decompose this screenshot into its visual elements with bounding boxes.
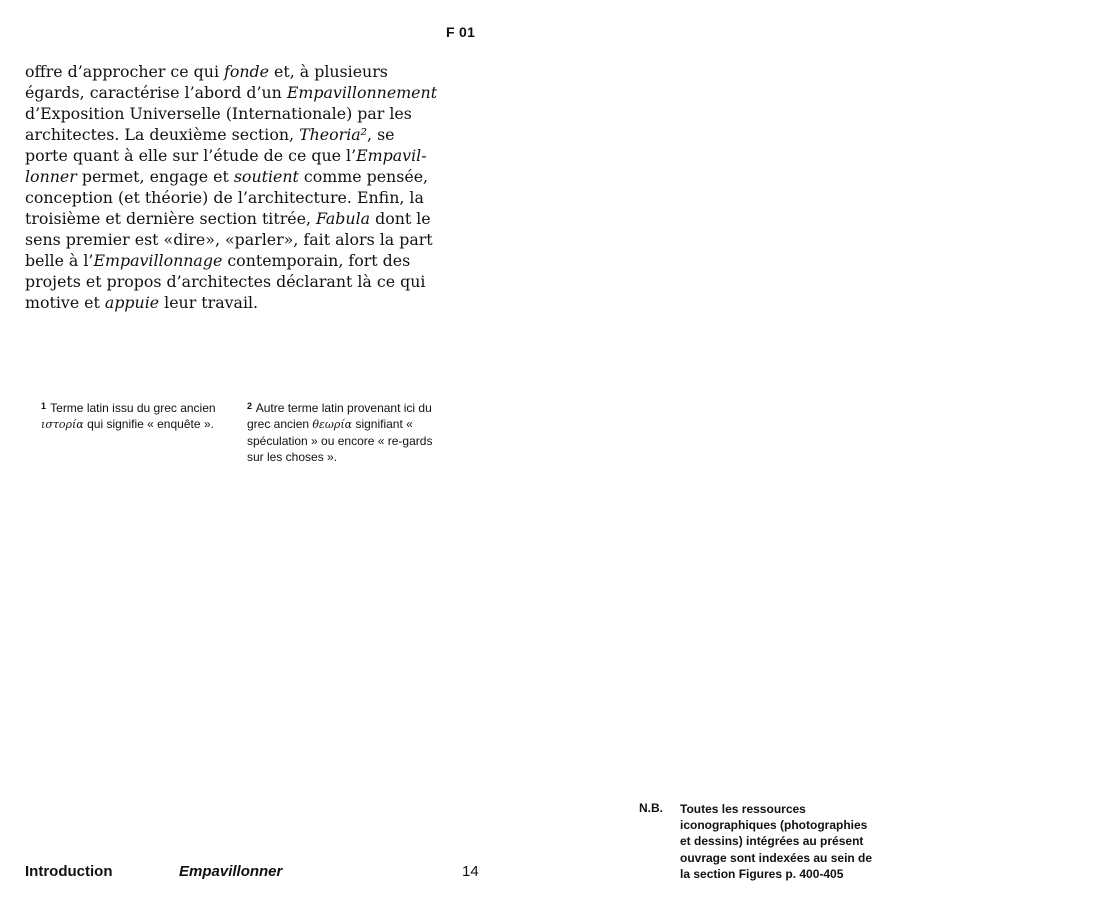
italic-run: Empavillonnement bbox=[286, 83, 438, 102]
footnote-1 bbox=[41, 400, 231, 433]
body-paragraph bbox=[25, 61, 475, 313]
nb-label: N.B. bbox=[639, 801, 663, 815]
text-run: permet, engage et bbox=[76, 167, 234, 186]
footnote-1-text-end: qui signifie « enquête ». bbox=[87, 417, 214, 431]
text-run: , se porte quant à elle sur l’étude de ce que l’ bbox=[25, 125, 395, 165]
italic-run: Theoria² bbox=[299, 125, 368, 144]
page-code: F 01 bbox=[446, 24, 476, 40]
text-run: contemporain, fort des projets et propos d’architectes déclarant là ce qui motive et bbox=[25, 251, 426, 312]
footer-book-title: Empavillonner bbox=[179, 863, 283, 880]
text-run: leur travail. bbox=[159, 293, 259, 312]
text-run: offre d’approcher ce qui bbox=[25, 62, 225, 81]
italic-run: Empavillonnage bbox=[93, 251, 223, 270]
footnote-1-text: Terme latin issu du grec ancien bbox=[50, 401, 216, 415]
text-run: comme pensée, conception (et théorie) de l’architecture. Enfin, la troisième et dernière section titrée, bbox=[25, 167, 429, 228]
footnote-2-greek-term: θεωρία bbox=[312, 418, 353, 431]
footnote-2-text-end: signifiant « spéculation » ou encore « re-gards sur les choses ». bbox=[247, 417, 433, 464]
italic-run: appuie bbox=[104, 293, 160, 312]
footnote-2-text: Autre terme latin provenant ici du grec ancien bbox=[247, 401, 432, 431]
italic-run: fonde bbox=[224, 62, 270, 81]
italic-run: Fabula bbox=[316, 209, 371, 228]
italic-run: Empavil- lonner bbox=[25, 146, 427, 186]
footer-section-label: Introduction bbox=[25, 863, 113, 880]
footnote-1-greek-term: ιστορία bbox=[41, 418, 84, 431]
text-run: d’Exposition Universelle (Internationale) par les architectes. La deuxième section, bbox=[25, 104, 412, 144]
nb-note-text: Toutes les ressources iconographiques (photographies et dessins) intégrées au présent ouvrage sont indexées au sein de la section Figures p. 400-405 bbox=[680, 802, 873, 881]
italic-run: soutient bbox=[233, 167, 299, 186]
text-run: dont le sens premier est «dire», «parler», fait alors la part belle à l’ bbox=[25, 209, 433, 270]
page-number: 14 bbox=[462, 863, 479, 880]
footnote-1-number: 1 bbox=[41, 401, 47, 411]
footnote-2-number: 2 bbox=[247, 401, 253, 411]
footnote-2 bbox=[247, 400, 437, 465]
text-run: et, à plusieurs égards, caractérise l’abord d’un bbox=[25, 62, 388, 102]
